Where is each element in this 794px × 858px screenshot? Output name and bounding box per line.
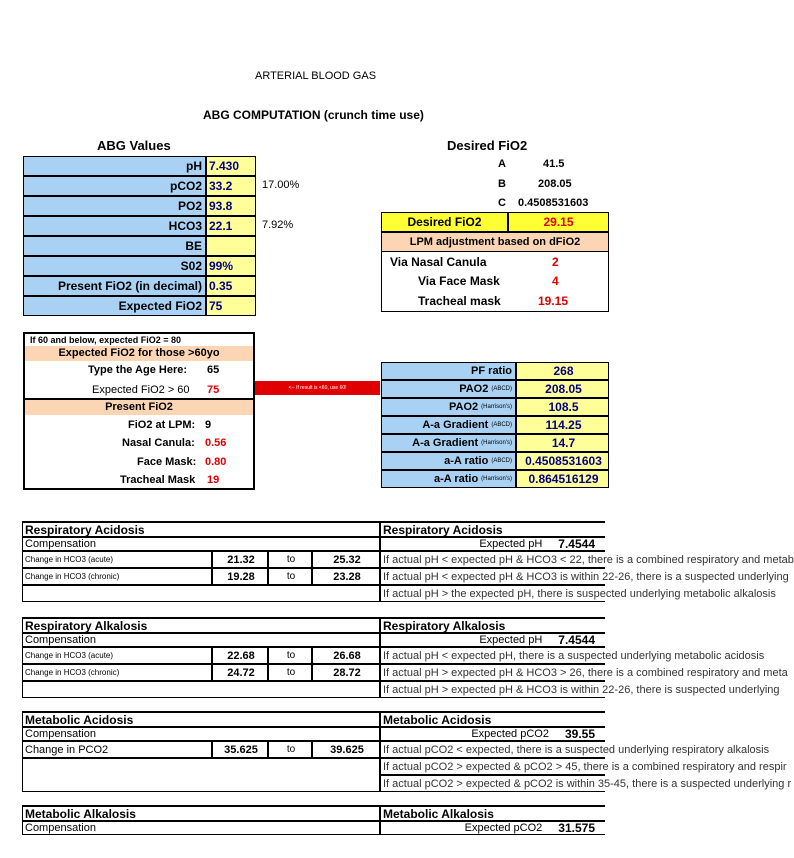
expected-gt60-label: Expected FiO2 > 60 [92, 384, 190, 396]
section-right-title-text: Metabolic Alkalosis [383, 806, 494, 821]
compensation-label [22, 727, 380, 741]
ratio-row-label [381, 362, 516, 380]
expected-row [380, 821, 605, 835]
compensation-label [22, 537, 380, 551]
range-to-text: to [286, 650, 296, 661]
range-low-text: 24.72 [227, 666, 255, 679]
expected-value: 31.575 [558, 821, 595, 835]
section-right-title-text: Metabolic Acidosis [383, 712, 492, 727]
abg-row-value[interactable] [206, 236, 256, 256]
range-low [212, 741, 268, 758]
interpretation-note-text: If actual pH < expected pH & HCO3 is within 22-26, there is a suspected underlying [383, 570, 789, 583]
section-right-title [380, 617, 605, 633]
via-mask-value: 4 [552, 274, 559, 288]
range-to-text: to [286, 554, 296, 565]
ratio-row-source: (ABCD) [491, 422, 512, 428]
coef-a-label: A [498, 158, 506, 170]
range-high [312, 551, 380, 568]
range-to [268, 664, 312, 681]
interpretation-note [380, 664, 788, 681]
interpretation-note-text: If actual pCO2 > expected & pCO2 is within 35-45, there is a suspected underlying r [383, 777, 792, 790]
expected-label: Expected pH [479, 634, 543, 646]
ratio-row-label-text: A-a Gradient [422, 418, 489, 431]
expected-row [380, 633, 605, 647]
compensation-label-text: Compensation [25, 822, 96, 834]
ratio-row-label-text: a-A ratio [433, 472, 479, 485]
range-high-text: 28.72 [333, 666, 361, 679]
ratio-row-value [516, 416, 609, 434]
abg-row-label-text: Present FiO2 (in decimal) [57, 279, 202, 293]
interpretation-note-text: If actual pH < expected pH & HCO3 < 22, there is a combined respiratory and metab [383, 553, 794, 566]
change-row-label-text: Change in PCO2 [25, 743, 109, 756]
abg-row-value[interactable] [206, 176, 256, 196]
abg-row-label [23, 256, 206, 276]
abg-row-label-text: HCO3 [168, 219, 202, 233]
expected-label: Expected pCO2 [464, 822, 543, 834]
ratio-row-value [516, 470, 609, 488]
expected-row [380, 727, 605, 741]
interpretation-note-text: If actual pH < expected pH, there is a suspected underlying metabolic acidosis [383, 649, 765, 662]
ratio-row-value [516, 398, 609, 416]
abg-row-value-text: 75 [209, 299, 223, 313]
compensation-label-text: Compensation [25, 728, 96, 740]
range-low [212, 664, 268, 681]
expected-title [25, 346, 253, 361]
tracheal-mask-value: 19 [207, 474, 220, 486]
abg-heading: ABG Values [97, 138, 171, 153]
section-right-title [380, 711, 605, 727]
abg-row-label [23, 216, 206, 236]
desired-fio2-value-text: 29.15 [543, 215, 574, 229]
expected-row [380, 537, 605, 551]
expected-gt60-value: 75 [207, 384, 220, 396]
interpretation-note [380, 585, 776, 602]
ratio-row-value [516, 362, 609, 380]
range-low [212, 568, 268, 585]
range-low-text: 22.68 [227, 649, 255, 662]
ratio-row-source: (ABCD) [491, 458, 512, 464]
coef-c-value: 0.4508531603 [518, 197, 589, 209]
range-low [212, 647, 268, 664]
compensation-label-text: Compensation [25, 634, 96, 646]
range-low-text: 21.32 [227, 553, 255, 566]
ratio-row-value [516, 380, 609, 398]
abg-row-value-text: 7.430 [209, 159, 240, 173]
interpretation-note [380, 758, 787, 775]
change-row-label [22, 551, 212, 568]
abg-row-label-text: PO2 [177, 199, 202, 213]
ratio-row-label-text: A-a Gradient [412, 436, 479, 449]
abg-row-label-text: Expected FiO2 [118, 299, 202, 313]
nasal-value: 0.56 [205, 437, 227, 449]
abg-row-value[interactable] [206, 276, 256, 296]
lpm-adjustment-title-text: LPM adjustment based on dFiO2 [409, 235, 581, 248]
expected-label: Expected pCO2 [471, 728, 549, 740]
page-title: ARTERIAL BLOOD GAS [255, 70, 377, 82]
coef-c-label: C [498, 197, 506, 209]
range-high-text: 25.32 [333, 553, 361, 566]
range-to [268, 551, 312, 568]
desired-fio2-value [508, 212, 609, 232]
expected-value: 7.4544 [558, 633, 595, 647]
section-title [22, 805, 380, 821]
ratio-row-label [381, 398, 516, 416]
ratio-row-label [381, 416, 516, 434]
range-high [312, 568, 380, 585]
via-nasal-label: Via Nasal Canula [390, 255, 487, 269]
abg-row-label-text: pH [186, 159, 202, 173]
ratio-row-value [516, 452, 609, 470]
ratio-row-value-text: 208.05 [545, 382, 582, 396]
lpm-label: FiO2 at LPM: [128, 419, 196, 431]
ratio-row-value-text: 108.5 [548, 400, 579, 414]
ratio-row-label [381, 452, 516, 470]
section-right-title [380, 805, 605, 821]
interpretation-note [380, 568, 789, 585]
coef-b-value: 208.05 [538, 178, 572, 190]
expected-value: 39.55 [564, 727, 595, 741]
compensation-label [22, 821, 380, 835]
change-row-label-text: Change in HCO3 (chronic) [25, 668, 120, 677]
range-high-text: 39.625 [330, 743, 364, 756]
coef-b-label: B [498, 178, 506, 190]
result-warning-arrow [255, 381, 380, 395]
abg-row-value-text: 33.2 [209, 179, 233, 193]
face-label: Face Mask: [137, 456, 197, 468]
abg-row-label [23, 236, 206, 256]
ratio-row-source: (Harrison's) [481, 476, 512, 482]
section-title-text: Respiratory Acidosis [25, 522, 145, 537]
section-right-title-text: Respiratory Acidosis [383, 522, 503, 537]
interpretation-note-text: If actual pH > expected pH & HCO3 is within 22-26, there is suspected underlying [383, 683, 780, 696]
range-low-text: 19.28 [227, 570, 255, 583]
range-to [268, 568, 312, 585]
ratio-row-value-text: 114.25 [545, 418, 582, 432]
abg-row-label-text: pCO2 [169, 179, 202, 193]
expected-title-text: Expected FiO2 for those >60yo [58, 347, 220, 359]
abg-row-label-text: S02 [180, 259, 202, 273]
abg-row-value[interactable] [206, 296, 256, 316]
interpretation-note-text: If actual pH > the expected pH, there is suspected underlying metabolic alkalosis [383, 587, 776, 600]
change-row-label [22, 568, 212, 585]
ratio-row-source: (ABCD) [491, 386, 512, 392]
section-title-text: Metabolic Acidosis [25, 712, 134, 727]
change-row-label [22, 741, 212, 758]
range-to [268, 647, 312, 664]
desired-fio2-label [381, 212, 508, 232]
lpm-value: 9 [205, 419, 212, 431]
page-subtitle: ABG COMPUTATION (crunch time use) [203, 108, 424, 122]
abg-row-value-text: 22.1 [209, 219, 233, 233]
range-low [212, 551, 268, 568]
expected-note: If 60 and below, expected FiO2 = 80 [30, 335, 181, 345]
compensation-label [22, 633, 380, 647]
via-mask-label: Via Face Mask [418, 274, 500, 288]
coef-a-value: 41.5 [543, 158, 565, 170]
ratio-row-label-text: PF ratio [471, 364, 512, 377]
change-row-label [22, 647, 212, 664]
section-right-title-text: Respiratory Alkalosis [383, 618, 506, 633]
present-title-text: Present FiO2 [105, 401, 173, 413]
ratio-row-label [381, 380, 516, 398]
range-high-text: 26.68 [333, 649, 361, 662]
abg-row-percent: 7.92% [262, 219, 294, 231]
interpretation-note [380, 741, 770, 758]
ratio-row-label [381, 434, 516, 452]
interpretation-note-text: If actual pCO2 > expected & pCO2 > 45, there is a combined respiratory and respir [383, 760, 787, 773]
section-title-text: Respiratory Alkalosis [25, 618, 148, 633]
abg-row-value[interactable] [206, 196, 256, 216]
range-to [268, 741, 312, 758]
abg-row-value[interactable] [206, 156, 256, 176]
section-title-text: Metabolic Alkalosis [25, 806, 136, 821]
abg-row-value[interactable] [206, 216, 256, 236]
interpretation-note-text: If actual pCO2 < expected, there is a suspected underlying respiratory alkalosis [383, 743, 770, 756]
interpretation-note [380, 775, 792, 792]
interpretation-note-text: If actual pH > expected pH & HCO3 > 26, there is a combined respiratory and meta [383, 666, 788, 679]
abg-row-value-text: 99% [209, 259, 234, 273]
range-high [312, 647, 380, 664]
age-label: Type the Age Here: [88, 364, 188, 376]
section-title [22, 711, 380, 727]
via-nasal-value: 2 [552, 255, 559, 269]
ratio-row-label [381, 470, 516, 488]
ratio-row-label-text: PAO2 [459, 382, 489, 395]
ratio-row-value-text: 0.4508531603 [525, 454, 602, 468]
present-title [25, 400, 253, 415]
empty-row [22, 681, 380, 698]
ratio-row-label-text: PAO2 [449, 400, 479, 413]
abg-row-label [23, 196, 206, 216]
lpm-adjustment-title [381, 232, 609, 252]
change-row-label-text: Change in HCO3 (acute) [25, 555, 114, 564]
abg-row-label [23, 296, 206, 316]
abg-row-value-text: 93.8 [209, 199, 233, 213]
interpretation-note [380, 551, 794, 568]
interpretation-note [380, 681, 780, 698]
expected-value: 7.4544 [558, 537, 595, 551]
ratio-row-label-text: a-A ratio [444, 454, 489, 467]
range-high-text: 23.28 [333, 570, 361, 583]
empty-row [22, 758, 380, 792]
range-low-text: 35.625 [224, 743, 258, 756]
result-warning-text: <-- If result is <60, use 60! [288, 385, 347, 391]
tracheal-label: Tracheal mask [418, 294, 501, 308]
tracheal-value: 19.15 [538, 294, 569, 308]
range-high [312, 741, 380, 758]
abg-row-label [23, 276, 206, 296]
compensation-label-text: Compensation [25, 538, 96, 550]
ratio-row-source: (Harrison's) [481, 440, 512, 446]
interpretation-note [380, 647, 765, 664]
abg-row-value-text: 0.35 [209, 279, 233, 293]
section-title [22, 521, 380, 537]
abg-row-label [23, 156, 206, 176]
abg-row-percent: 17.00% [262, 179, 300, 191]
tracheal-mask-label: Tracheal Mask [120, 474, 196, 486]
nasal-label: Nasal Canula: [122, 437, 195, 449]
ratio-row-value-text: 268 [553, 364, 574, 378]
change-row-label [22, 664, 212, 681]
ratio-row-value [516, 434, 609, 452]
ratio-row-value-text: 0.864516129 [528, 472, 599, 486]
age-input[interactable]: 65 [207, 364, 220, 376]
expected-label: Expected pH [479, 538, 543, 550]
desired-fio2-label-text: Desired FiO2 [407, 215, 482, 229]
ratio-row-source: (Harrison's) [481, 404, 512, 410]
change-row-label-text: Change in HCO3 (acute) [25, 651, 114, 660]
section-right-title [380, 521, 605, 537]
empty-row [22, 585, 380, 602]
abg-row-value[interactable] [206, 256, 256, 276]
range-to-text: to [286, 744, 296, 755]
change-row-label-text: Change in HCO3 (chronic) [25, 572, 120, 581]
desired-heading: Desired FiO2 [447, 138, 528, 153]
ratio-row-value-text: 14.7 [551, 436, 576, 450]
range-high [312, 664, 380, 681]
face-value: 0.80 [205, 456, 227, 468]
range-to-text: to [286, 667, 296, 678]
abg-row-label-text: BE [185, 239, 202, 253]
section-title [22, 617, 380, 633]
range-to-text: to [286, 571, 296, 582]
abg-row-label [23, 176, 206, 196]
